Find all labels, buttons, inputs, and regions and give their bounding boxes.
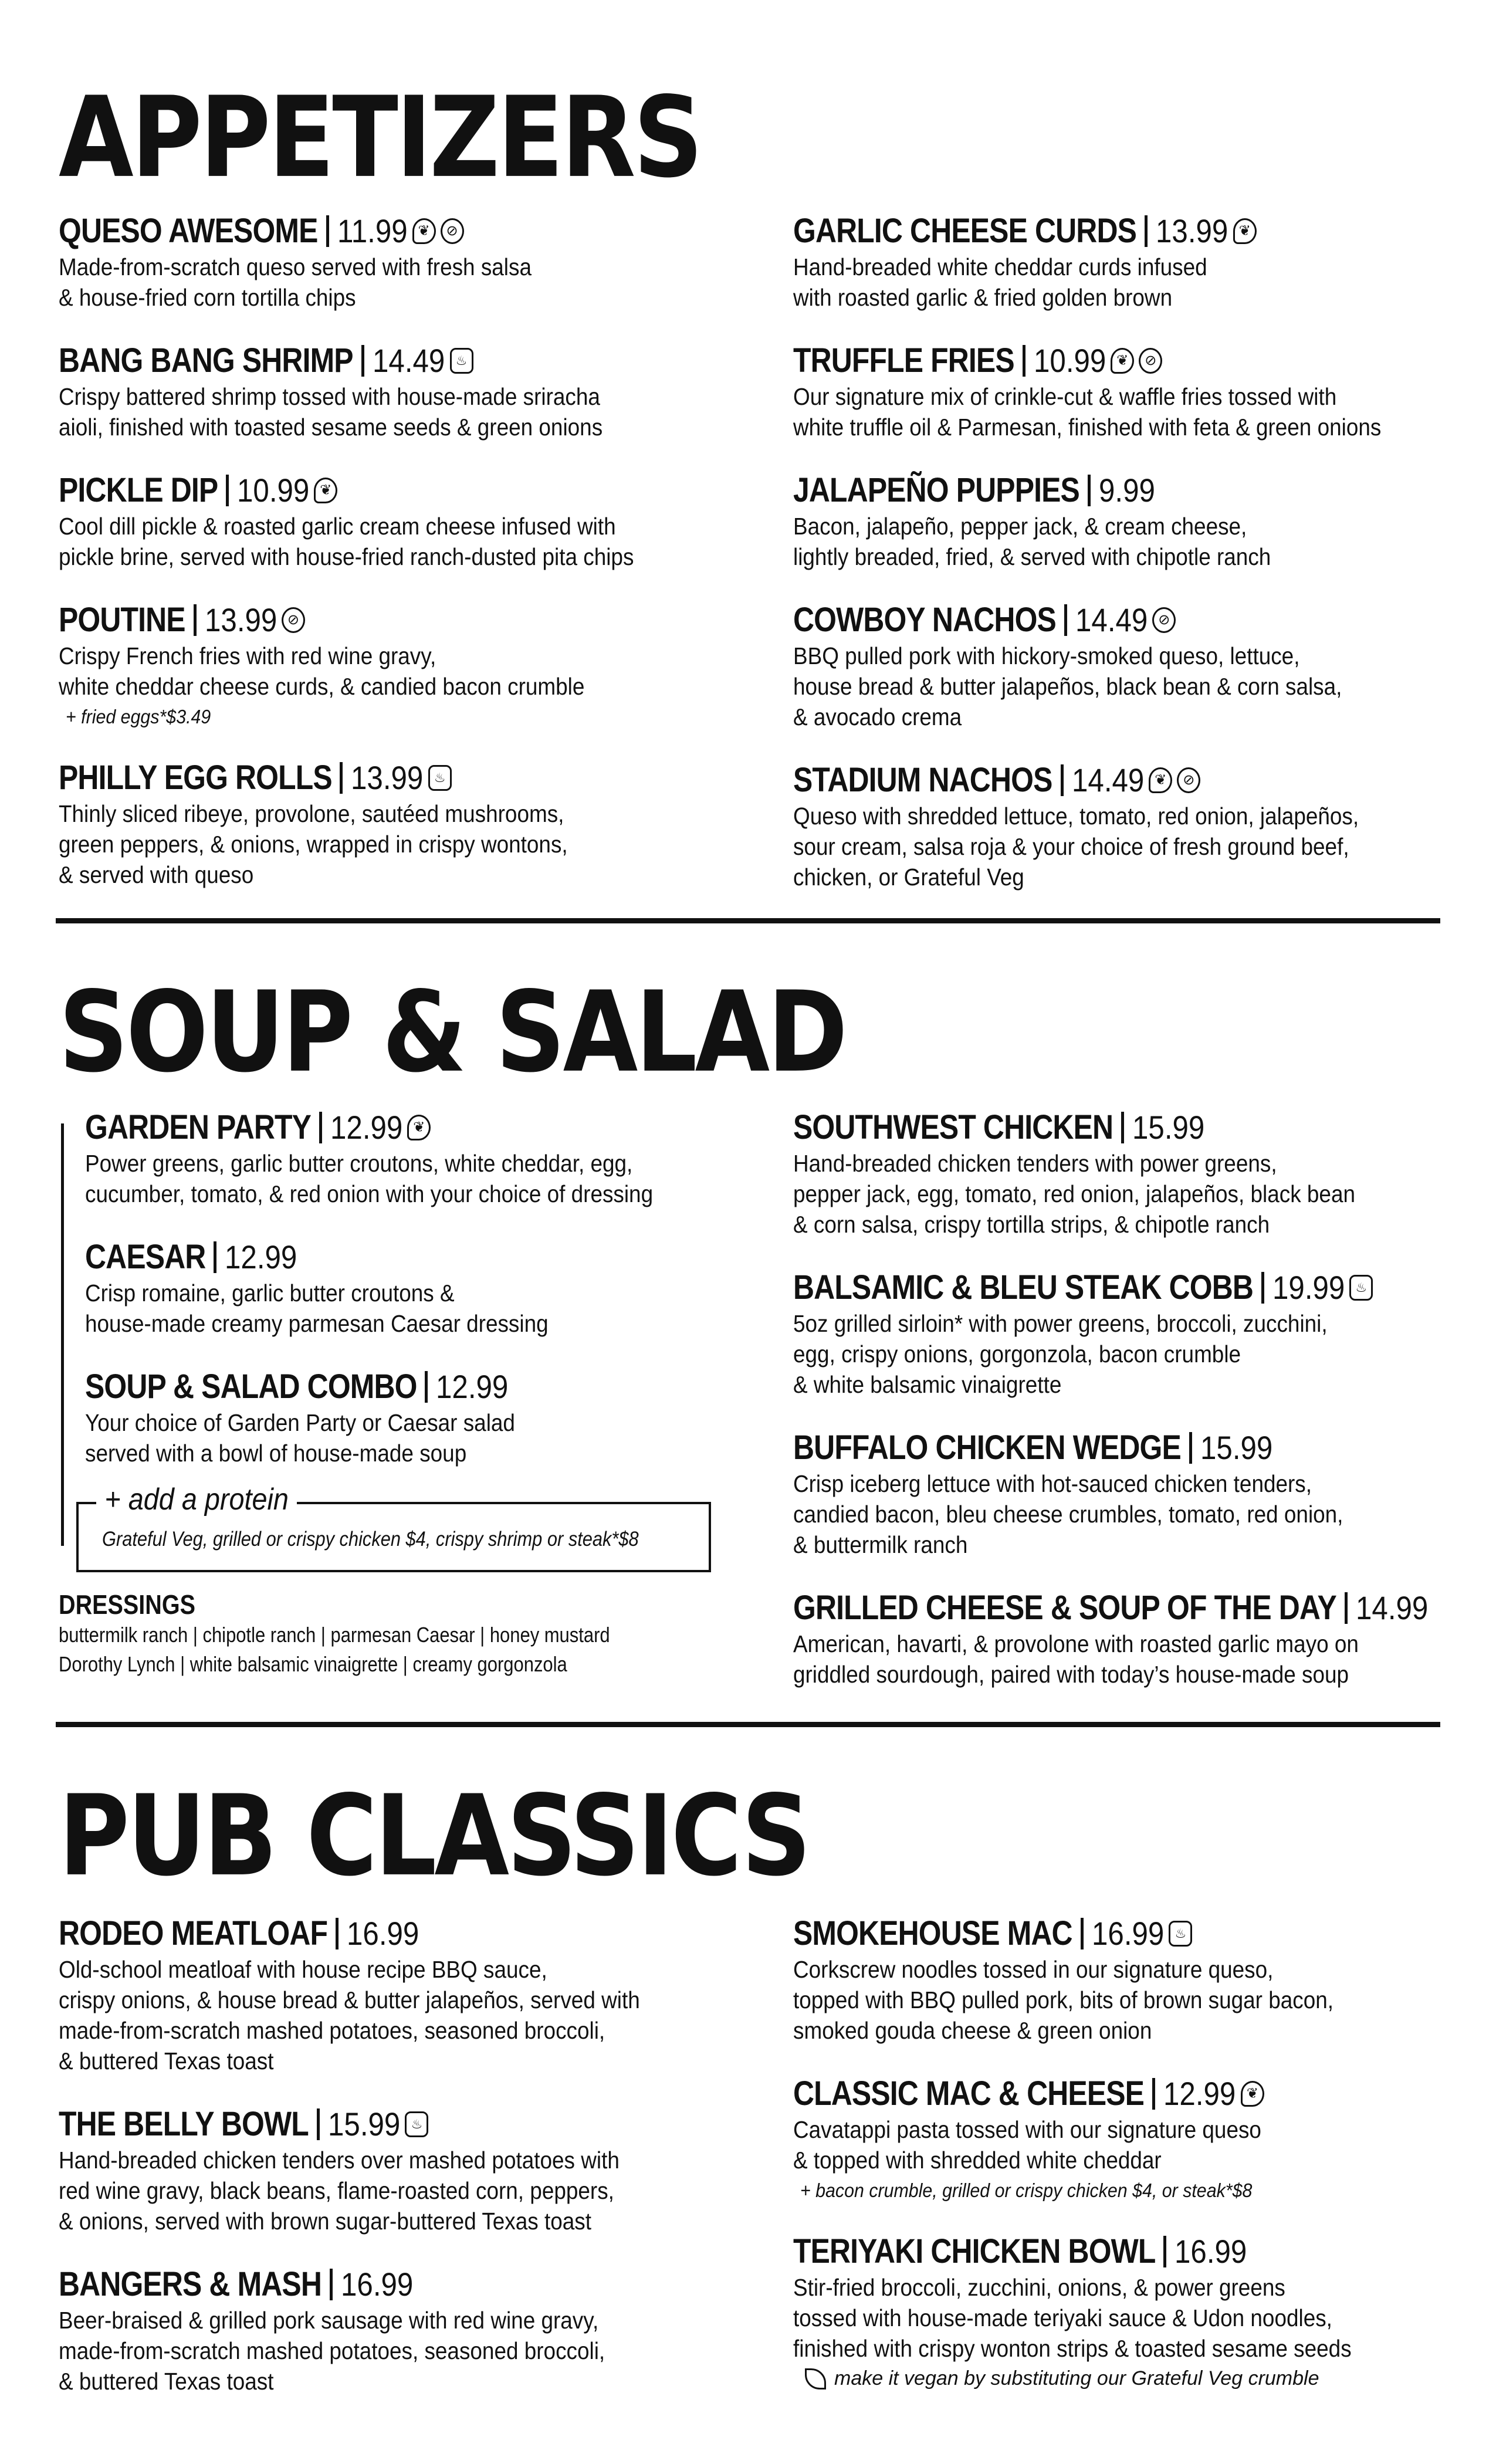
menu-item	[793, 1588, 1468, 1690]
vegetarian-icon: ❦	[314, 478, 337, 503]
menu-item	[59, 2104, 733, 2236]
menu-item-description: Hand-breaded chicken tenders with power greens, pepper jack, egg, tomato, red onion, jalapeños, black bean & corn salsa, crispy tortilla strips, & chipotle ranch	[793, 1150, 1356, 1238]
menu-item-description: Hand-breaded white cheddar curds infused with roasted garlic & fried golden brown	[793, 253, 1207, 311]
menu-item-description: Power greens, garlic butter croutons, white cheddar, egg, cucumber, tomato, & red onion with your choice of dressing	[85, 1150, 654, 1207]
gluten-free-icon: ⊘	[282, 607, 305, 633]
menu-item-price: 13.99	[1156, 212, 1228, 249]
add-protein-text: Grateful Veg, grilled or crispy chicken $4, crispy shrimp or steak*$8	[102, 1528, 639, 1551]
pub-classics-right-column	[793, 1914, 1468, 2418]
menu-item-addon-note: + bacon crumble, grilled or crispy chicken $4, or steak*$8	[800, 2179, 1253, 2201]
menu-item	[793, 211, 1468, 313]
menu-item-header	[59, 211, 733, 251]
menu-item-description: Crispy battered shrimp tossed with house-made sriracha aioli, finished with toasted sesame seeds & green onions	[59, 383, 603, 441]
price-separator	[425, 1371, 428, 1403]
gluten-free-icon: ⊘	[1177, 767, 1200, 793]
menu-item-header	[793, 1108, 1468, 1147]
gluten-free-icon: ⊘	[441, 218, 464, 244]
menu-item-name: STADIUM NACHOS	[793, 761, 1052, 799]
price-separator	[1152, 2078, 1155, 2110]
price-separator	[1061, 764, 1064, 796]
menu-item	[59, 1914, 733, 2076]
add-protein-title: + add a protein	[96, 1482, 297, 1517]
price-separator	[214, 1241, 216, 1273]
section-divider	[56, 1722, 1440, 1727]
menu-item-name: GARDEN PARTY	[85, 1108, 312, 1146]
menu-item-price: 9.99	[1099, 472, 1156, 509]
gluten-free-icon: ⊘	[1139, 348, 1162, 374]
menu-item-description: Queso with shredded lettuce, tomato, red onion, jalapeños, sour cream, salsa roja & your choice of fresh ground beef, chicken, or Grateful Veg	[793, 803, 1359, 891]
menu-item-price: 11.99	[337, 212, 408, 249]
menu-item-price: 16.99	[1175, 2233, 1247, 2270]
menu-item	[85, 1237, 730, 1339]
menu-item	[59, 471, 733, 572]
menu-item-name: GARLIC CHEESE CURDS	[793, 212, 1137, 250]
menu-item-price: 16.99	[340, 2266, 414, 2303]
menu-item	[793, 1428, 1468, 1560]
price-separator	[361, 345, 364, 377]
menu-item-addon-note: + fried eggs*$3.49	[66, 706, 211, 727]
dressings-block	[59, 1589, 700, 1679]
menu-item-description: Beer-braised & grilled pork sausage with red wine gravy, made-from-scratch mashed potatoes, seasoned broccoli, & buttered Texas toast	[59, 2307, 605, 2395]
menu-item-price: 12.99	[330, 1109, 403, 1146]
menu-item-name: QUESO AWESOME	[59, 212, 318, 250]
menu-item-name: BALSAMIC & BLEU STEAK COBB	[793, 1268, 1254, 1307]
price-separator	[1088, 475, 1091, 506]
menu-item-description: Crispy French fries with red wine gravy, white cheddar cheese curds, & candied bacon crumble	[59, 642, 585, 700]
menu-item-name: SOUTHWEST CHICKEN	[793, 1108, 1113, 1146]
vegan-note	[805, 2367, 1468, 2390]
menu-item	[59, 211, 733, 313]
menu-item-name: POUTINE	[59, 601, 185, 639]
menu-item-price: 16.99	[1091, 1915, 1165, 1952]
menu-item	[793, 1268, 1468, 1400]
menu-item	[793, 471, 1468, 572]
vegetarian-icon: ❦	[412, 218, 436, 244]
vegan-note-text: make it vegan by substituting our Grateful Veg crumble	[834, 2367, 1319, 2389]
price-separator	[194, 604, 197, 636]
menu-item-header	[793, 760, 1468, 800]
appetizers-title: APPETIZERS	[59, 72, 701, 202]
menu-item-name: GRILLED CHEESE & SOUP OF THE DAY	[793, 1589, 1336, 1627]
menu-item-description: Cavatappi pasta tossed with our signature queso & topped with shredded white cheddar	[793, 2116, 1261, 2174]
menu-item-price: 10.99	[1033, 342, 1106, 379]
menu-item-name: PICKLE DIP	[59, 471, 218, 509]
menu-item-header	[59, 2104, 733, 2144]
menu-item-header	[793, 471, 1468, 510]
menu-item-price: 15.99	[328, 2106, 401, 2143]
menu-item-name: COWBOY NACHOS	[793, 601, 1056, 639]
menu-item	[59, 600, 733, 730]
menu-item-price: 12.99	[436, 1368, 509, 1405]
menu-item-header	[793, 1268, 1468, 1307]
menu-item-price: 14.99	[1355, 1589, 1428, 1626]
appetizers-left-column	[59, 211, 733, 918]
menu-item-header	[793, 1914, 1468, 1953]
vegetarian-icon: ❦	[1149, 767, 1172, 793]
menu-item-price: 15.99	[1132, 1109, 1205, 1146]
section-divider	[56, 918, 1440, 923]
vegetarian-icon: ❦	[1111, 348, 1134, 374]
price-separator	[319, 1112, 322, 1143]
price-separator	[326, 215, 329, 247]
price-separator	[340, 762, 343, 794]
price-separator	[330, 2269, 333, 2300]
menu-item-description: Crisp iceberg lettuce with hot-sauced chicken tenders, candied bacon, bleu cheese crumbles, tomato, red onion, & buttermilk ranch	[793, 1470, 1343, 1558]
menu-item-header	[59, 758, 733, 797]
dressings-line: Dorothy Lynch | white balsamic vinaigrette | creamy gorgonzola	[59, 1652, 567, 1676]
menu-item-description: Cool dill pickle & roasted garlic cream cheese infused with pickle brine, served with house-fried ranch-dusted pita chips	[59, 513, 634, 570]
menu-item	[793, 2074, 1468, 2204]
menu-item	[793, 760, 1468, 892]
vegetarian-icon: ❦	[407, 1115, 431, 1140]
menu-item	[793, 1914, 1468, 2046]
menu-item-header	[85, 1237, 730, 1277]
vegetarian-icon: ❦	[1233, 218, 1257, 244]
menu-item-name: TERIYAKI CHICKEN BOWL	[793, 2232, 1156, 2270]
menu-item-header	[793, 1588, 1468, 1627]
price-separator	[1145, 215, 1148, 247]
menu-item-description: Stir-fried broccoli, zucchini, onions, & power greens tossed with house-made teriyaki sauce & Udon noodles, finished with crispy wonton strips & toasted sesame seeds	[793, 2274, 1352, 2362]
soup-salad-right-column	[793, 1108, 1468, 1718]
menu-item-name: SMOKEHOUSE MAC	[793, 1914, 1072, 1952]
soup-salad-left-column	[85, 1108, 730, 1497]
menu-item-description: Bacon, jalapeño, pepper jack, & cream cheese, lightly breaded, fried, & served with chipotle ranch	[793, 513, 1271, 570]
menu-item-name: JALAPEÑO PUPPIES	[793, 471, 1079, 509]
price-separator	[1023, 345, 1025, 377]
menu-item-header	[793, 1428, 1468, 1467]
dressings-title: DRESSINGS	[59, 1589, 196, 1620]
dressings-line: buttermilk ranch | chipotle ranch | parmesan Caesar | honey mustard	[59, 1623, 610, 1647]
menu-item-header	[793, 2232, 1468, 2271]
menu-item-description: Your choice of Garden Party or Caesar salad served with a bowl of house-made soup	[85, 1409, 515, 1467]
menu-item-price: 13.99	[351, 759, 424, 796]
menu-item-price: 12.99	[225, 1238, 297, 1275]
chef-icon: ♨	[405, 2111, 428, 2137]
menu-item-description: BBQ pulled pork with hickory-smoked queso, lettuce, house bread & butter jalapeños, black bean & corn salsa, & avocado crema	[793, 642, 1342, 730]
menu-item-header	[59, 2265, 733, 2304]
menu-item-price: 12.99	[1163, 2075, 1236, 2112]
menu-item-name: TRUFFLE FRIES	[793, 341, 1014, 380]
menu-item-name: BANG BANG SHRIMP	[59, 341, 353, 380]
menu-item-name: CAESAR	[85, 1238, 206, 1276]
menu-item-name: SOUP & SALAD COMBO	[85, 1368, 417, 1406]
menu-item-description: Made-from-scratch queso served with fresh salsa & house-fried corn tortilla chips	[59, 253, 532, 311]
menu-item-description: Crisp romaine, garlic butter croutons & house-made creamy parmesan Caesar dressing	[85, 1280, 549, 1337]
menu-item	[793, 600, 1468, 732]
menu-item-name: BANGERS & MASH	[59, 2265, 321, 2303]
menu-item-header	[85, 1108, 730, 1147]
menu-item-price: 14.49	[1075, 601, 1148, 638]
menu-item-description: Our signature mix of crinkle-cut & waffle fries tossed with white truffle oil & Parmesan, finished with feta & green onions	[793, 383, 1382, 441]
price-separator	[1163, 2236, 1166, 2267]
price-separator	[226, 475, 229, 506]
menu-item-name: RODEO MEATLOAF	[59, 1914, 328, 1952]
menu-item	[59, 2265, 733, 2397]
menu-item-header	[85, 1367, 730, 1406]
menu-item-header	[59, 1914, 733, 1953]
menu-item	[85, 1367, 730, 1468]
menu-item-price: 15.99	[1200, 1429, 1273, 1466]
menu-item-price: 10.99	[236, 472, 310, 509]
price-separator	[1081, 1918, 1084, 1949]
menu-item-header	[59, 600, 733, 639]
menu-item-name: CLASSIC MAC & CHEESE	[793, 2074, 1145, 2113]
chef-icon: ♨	[1349, 1275, 1373, 1301]
menu-item-price: 19.99	[1272, 1269, 1345, 1306]
chef-icon: ♨	[450, 348, 473, 374]
menu-item	[85, 1108, 730, 1209]
menu-item-description: Corkscrew noodles tossed in our signature queso, topped with BBQ pulled pork, bits of brown sugar bacon, smoked gouda cheese & green onion	[793, 1956, 1333, 2044]
menu-item-header	[59, 471, 733, 510]
menu-item-description: 5oz grilled sirloin* with power greens, broccoli, zucchini, egg, crispy onions, gorgonzola, bacon crumble & white balsamic vinaigrette	[793, 1310, 1328, 1398]
menu-item	[59, 758, 733, 890]
appetizers-right-column	[793, 211, 1468, 920]
price-separator	[1064, 604, 1067, 636]
menu-item	[793, 2232, 1468, 2390]
bracket-line	[61, 1123, 64, 1546]
price-separator	[317, 2108, 320, 2140]
pub-classics-title: PUB CLASSICS	[59, 1771, 809, 1901]
menu-item-description: American, havarti, & provolone with roasted garlic mayo on griddled sourdough, paired with today’s house-made soup	[793, 1630, 1359, 1688]
price-separator	[336, 1918, 339, 1949]
menu-item	[793, 341, 1468, 442]
chef-icon: ♨	[428, 765, 452, 791]
pub-classics-left-column	[59, 1914, 733, 2425]
leaf-icon	[805, 2368, 826, 2389]
price-separator	[1121, 1112, 1124, 1143]
menu-item-header	[793, 600, 1468, 639]
menu-item	[59, 341, 733, 442]
menu-item-price: 14.49	[373, 342, 445, 379]
menu-item-header	[59, 341, 733, 380]
soup-salad-title: SOUP & SALAD	[59, 967, 846, 1097]
menu-item-description: Thinly sliced ribeye, provolone, sautéed mushrooms, green peppers, & onions, wrapped in crispy wontons, & served with queso	[59, 800, 568, 888]
menu-item-header	[793, 341, 1468, 380]
vegetarian-icon: ❦	[1241, 2081, 1264, 2107]
menu-item-description: Old-school meatloaf with house recipe BBQ sauce, crispy onions, & house bread & butter jalapeños, served with made-from-scratch mashed potatoes, seasoned broccoli, & buttered Texas toast	[59, 1956, 640, 2074]
menu-item-price: 13.99	[204, 601, 277, 638]
add-protein-box	[76, 1483, 711, 1572]
menu-item-price: 16.99	[346, 1915, 419, 1952]
menu-item	[793, 1108, 1468, 1240]
menu-item-header	[793, 2074, 1468, 2113]
gluten-free-icon: ⊘	[1152, 607, 1176, 633]
menu-item-name: THE BELLY BOWL	[59, 2105, 309, 2143]
menu-item-header	[793, 211, 1468, 251]
menu-item-name: PHILLY EGG ROLLS	[59, 759, 332, 797]
menu-item-description: Hand-breaded chicken tenders over mashed potatoes with red wine gravy, black beans, flame-roasted corn, peppers, & onions, served with brown sugar-buttered Texas toast	[59, 2147, 620, 2235]
menu-item-name: BUFFALO CHICKEN WEDGE	[793, 1429, 1181, 1467]
menu-item-price: 14.49	[1071, 761, 1145, 798]
price-separator	[1189, 1432, 1192, 1464]
price-separator	[1261, 1272, 1264, 1304]
chef-icon: ♨	[1169, 1921, 1192, 1947]
price-separator	[1345, 1592, 1348, 1624]
